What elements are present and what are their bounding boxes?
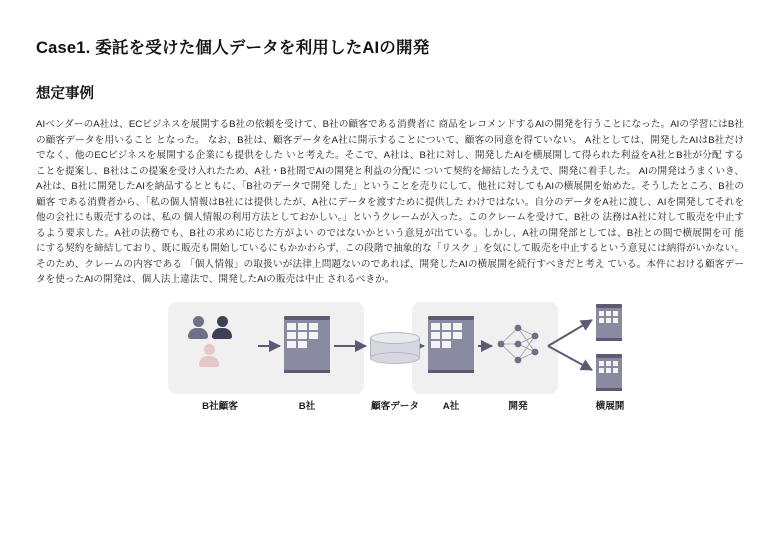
person-icon <box>199 344 219 367</box>
person-head <box>204 344 215 355</box>
people-icon <box>186 316 254 378</box>
person-body <box>188 328 208 339</box>
person-icon <box>188 316 208 339</box>
building-icon <box>284 316 330 373</box>
building-window <box>431 341 440 348</box>
person-head <box>217 316 228 327</box>
building-body <box>596 358 622 388</box>
caption-development: 開発 <box>508 400 528 412</box>
caption-b-customers: B社顧客 <box>202 400 238 412</box>
body-paragraph <box>36 117 744 288</box>
building-window <box>287 341 296 348</box>
caption-a-company: A社 <box>442 400 460 412</box>
building-window <box>298 332 307 339</box>
building-body <box>284 320 330 370</box>
cylinder-top <box>370 332 420 344</box>
building-body <box>596 308 622 338</box>
person-icon <box>212 316 232 339</box>
building-window <box>298 323 307 330</box>
cylinder-bottom <box>370 352 420 364</box>
building-window <box>606 368 611 373</box>
building-window <box>613 318 618 323</box>
building-window <box>599 361 604 366</box>
building-window <box>309 323 318 330</box>
body-paragraph-text: AIベンダーのA社は、ECビジネスを展開するB社の依頼を受けて、B社の顧客である消費者に 商品をレコメンドするAIの開発を行うことになった。AIの学習にはB社の顧客データを用いること となった。 なお、B社は、顧客データをA社に開示することについて、顧客の同意を得ていない。 A社としては、開発したAIはB社だけでなく、他のECビジネスを展開する企業にも提供をした いと考えた。そこで、A社は、B社に対し、開発したAIを横展開して得られた利益をA社とB社が分配 することを提案し、B社はこの提案を受け入れたため、A社・B社間でAIの開発と利益の分配に ついて契約を締結したうえで、開発に着手した。 AIの開発はうまくいき、A社は、B社に開発したAIを納品するとともに、「B社のデータで開発 した」ということを売りにして、他社に対してもAIの横展開を始めた。そうしたところ、B社の顧客 である消費者から、「私の個人情報はB社には提供したが、A社にデータを渡すために提供した わけではない。自分のデータをA社に渡し、AIを開発してそれを他の会社にも販売するのは、私の 個人情報の利用方法としておかしい。」というクレームが入った。このクレームを受けて、B社の 法務はA社に対して販売を中止するよう要求した。A社の法務でも、B社の求めに応じた方がよい のではないかという意見が出ている。しかし、A社の開発部としては、B社との間で横展開を可 能 にする契約を締結しており、既に販売も開始しているにもかかわらず、この段階で抽象的な「リスク 」を気にして販売を中止するという意見には納得がいかない。そのため、クレームの内容である 「個人情報」の取扱いが法律上問題ないのであれば、開発したAIの横展開を続行すべきだと考え ている。本件における顧客データを使ったAIの開発は、個人法上違法で、開発したAIの販売は中止 されるべきか。 <box>36 119 744 286</box>
building-window <box>613 361 618 366</box>
building-window <box>431 332 440 339</box>
building-window <box>309 332 318 339</box>
caption-customer-data: 顧客データ <box>371 400 419 412</box>
building-window <box>606 311 611 316</box>
section-heading: 想定事例 <box>36 86 94 102</box>
building-window <box>442 323 451 330</box>
building-window <box>613 311 618 316</box>
neural-network-icon <box>492 320 544 368</box>
database-cylinder-icon <box>370 332 420 364</box>
person-body <box>199 356 219 367</box>
caption-b-company: B社 <box>298 400 316 412</box>
person-body <box>212 328 232 339</box>
case-flow-diagram <box>40 302 740 427</box>
building-window <box>599 368 604 373</box>
building-window <box>431 323 440 330</box>
building-window <box>287 332 296 339</box>
building-base <box>284 370 330 373</box>
building-icon <box>428 316 474 373</box>
building-window <box>442 341 451 348</box>
building-icon <box>596 304 622 341</box>
building-base <box>428 370 474 373</box>
building-body <box>428 320 474 370</box>
building-window <box>599 318 604 323</box>
building-window <box>287 323 296 330</box>
building-window <box>442 332 451 339</box>
building-window <box>613 368 618 373</box>
building-window <box>453 332 462 339</box>
building-window <box>606 318 611 323</box>
building-window <box>453 323 462 330</box>
building-window <box>599 311 604 316</box>
building-base <box>596 338 622 341</box>
building-window <box>606 361 611 366</box>
caption-horizontal-expansion: 横展開 <box>595 400 625 412</box>
building-window <box>298 341 307 348</box>
person-head <box>193 316 204 327</box>
page-title: Case1. 委託を受けた個人データを利用したAIの開発 <box>36 39 430 57</box>
building-base <box>596 388 622 391</box>
building-icon <box>596 354 622 391</box>
